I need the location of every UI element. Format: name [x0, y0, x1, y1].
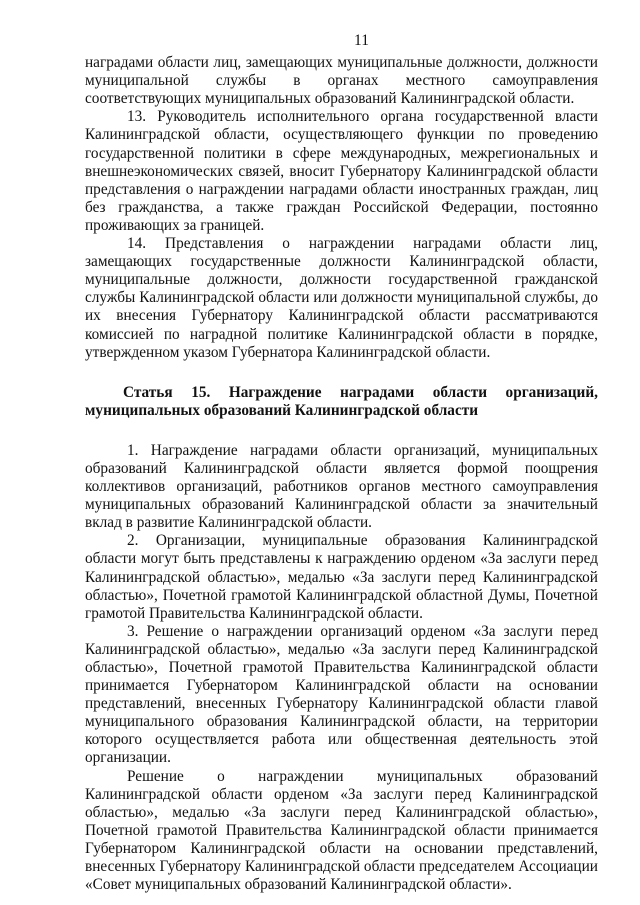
article-paragraph-3-continuation: Решение о награждении муниципальных образований Калининградской области орденом «За заслуги перед Калининградской областью», медалью «За заслуги перед Калининградской областью», Почетной грамотой Правительства Калининградской области принимается Губернатором Калининградской области на основании представлений, внесенных Губернатору Калининградской области председателем Ассоциации «Совет муниципальных образований Калининградской области».: [85, 767, 598, 894]
paragraph-item-13: 13. Руководитель исполнительного органа государственной власти Калининградской области, осуществляющего функции по проведению государственной политики в сфере международных, межрегиональных и внешнеэкономических связей, вносит Губернатору Калининградской области представления о награждении наградами области иностранных граждан, лиц без гражданства, а также граждан Российской Федерации, постоянно проживающих за границей.: [85, 108, 598, 234]
article-paragraph-2: 2. Организации, муниципальные образования Калининградской области могут быть представлены к награждению орденом «За заслуги перед Калининградской областью», медалью «За заслуги перед Калининградской областью», Почетной грамотой Калининградской областной Думы, Почетной грамотой Правительства Калининградской области.: [85, 532, 598, 622]
article-paragraph-1: 1. Награждение наградами области организаций, муниципальных образований Калининградской области является формой поощрения коллективов организаций, работников органов местного самоуправления муниципальных образований Калининградской области за значительный вклад в развитие Калининградской области.: [85, 441, 598, 532]
article-paragraph-3: 3. Решение о награждении организаций орденом «За заслуги перед Калининградской областью», медалью «За заслуги перед Калининградской областью», Почетной грамотой Правительства Калининградской области принимается Губернатором Калининградской области на основании представлений, внесенных Губернатору Калининградской области главой муниципального образования Калининградской области, на территории которого осуществляется работа или общественная деятельность этой организации.: [85, 622, 598, 767]
article-heading: Статья 15. Награждение наградами области организаций, муниципальных образований Калининградской области: [85, 383, 598, 419]
paragraph-continuation: наградами области лиц, замещающих муниципальные должности, должности муниципальной службы в органах местного самоуправления соответствующих муниципальных образований Калининградской области.: [85, 54, 598, 108]
page-number: 11: [354, 32, 369, 49]
paragraph-item-14: 14. Представления о награждении наградами области лиц, замещающих государственные должности Калининградской области, муниципальные должности, должности государственной гражданской службы Калининградской области или должности муниципальной службы, до их внесения Губернатору Калининградской области рассматриваются комиссией по наградной политике Калининградской области в порядке, утвержденном указом Губернатора Калининградской области.: [85, 235, 598, 361]
